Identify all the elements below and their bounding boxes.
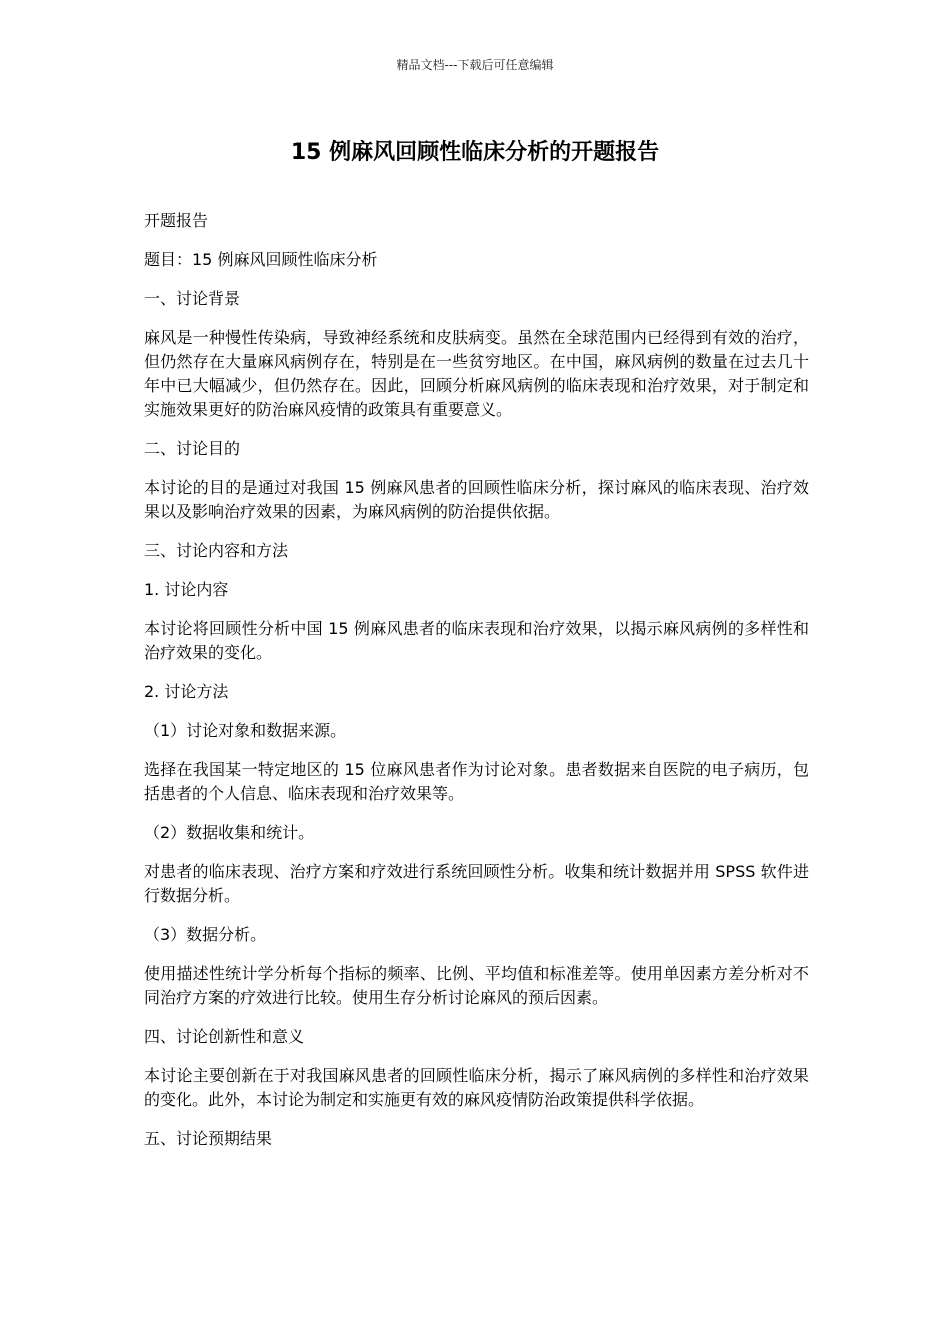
method-item-1-heading: （1）讨论对象和数据来源。 xyxy=(144,721,347,740)
method-item-2-heading: （2）数据收集和统计。 xyxy=(144,823,315,842)
method-item-2-paragraph: 对患者的临床表现、治疗方案和疗效进行系统回顾性分析。收集和统计数据并用 SPSS 软件进行数据分析。 xyxy=(144,862,809,905)
header-note: 精品文档---下载后可任意编辑 xyxy=(396,58,554,72)
document-title: 15 例麻风回顾性临床分析的开题报告 xyxy=(290,140,660,165)
background-paragraph: 麻风是一种慢性传染病，导致神经系统和皮肤病变。虽然在全球范围内已经得到有效的治疗，但仍然存在大量麻风病例存在，特别是在一些贫穷地区。在中国，麻风病例的数量在过去几十年中已大幅减少，但仍然存在。因此，回顾分析麻风病例的临床表现和治疗效果，对于制定和实施效果更好的防治麻风疫情的政策具有重要意义。 xyxy=(144,328,809,419)
innovation-paragraph: 本讨论主要创新在于对我国麻风患者的回顾性临床分析，揭示了麻风病例的多样性和治疗效果的变化。此外，本讨论为制定和实施更有效的麻风疫情防治政策提供科学依据。 xyxy=(144,1066,809,1109)
section-heading-innovation: 四、讨论创新性和意义 xyxy=(144,1027,305,1046)
section-heading-background: 一、讨论背景 xyxy=(144,289,241,308)
report-subject: 题目：15 例麻风回顾性临床分析 xyxy=(144,250,378,269)
section-heading-content-methods: 三、讨论内容和方法 xyxy=(144,541,289,560)
method-item-3-heading: （3）数据分析。 xyxy=(144,925,267,944)
section-heading-purpose: 二、讨论目的 xyxy=(144,439,241,458)
method-item-3-paragraph: 使用描述性统计学分析每个指标的频率、比例、平均值和标准差等。使用单因素方差分析对不同治疗方案的疗效进行比较。使用生存分析讨论麻风的预后因素。 xyxy=(144,964,809,1007)
content-paragraph: 本讨论将回顾性分析中国 15 例麻风患者的临床表现和治疗效果，以揭示麻风病例的多样性和治疗效果的变化。 xyxy=(144,619,809,662)
purpose-paragraph: 本讨论的目的是通过对我国 15 例麻风患者的回顾性临床分析，探讨麻风的临床表现、治疗效果以及影响治疗效果的因素，为麻风病例的防治提供依据。 xyxy=(144,478,809,521)
document-body xyxy=(144,209,809,1166)
section-heading-expected-results: 五、讨论预期结果 xyxy=(144,1129,273,1148)
method-item-1-paragraph: 选择在我国某一特定地区的 15 位麻风患者作为讨论对象。患者数据来自医院的电子病历，包括患者的个人信息、临床表现和治疗效果等。 xyxy=(144,760,809,803)
subheading-content: 1. 讨论内容 xyxy=(144,580,229,599)
subheading-methods: 2. 讨论方法 xyxy=(144,682,229,701)
report-label: 开题报告 xyxy=(144,211,209,230)
